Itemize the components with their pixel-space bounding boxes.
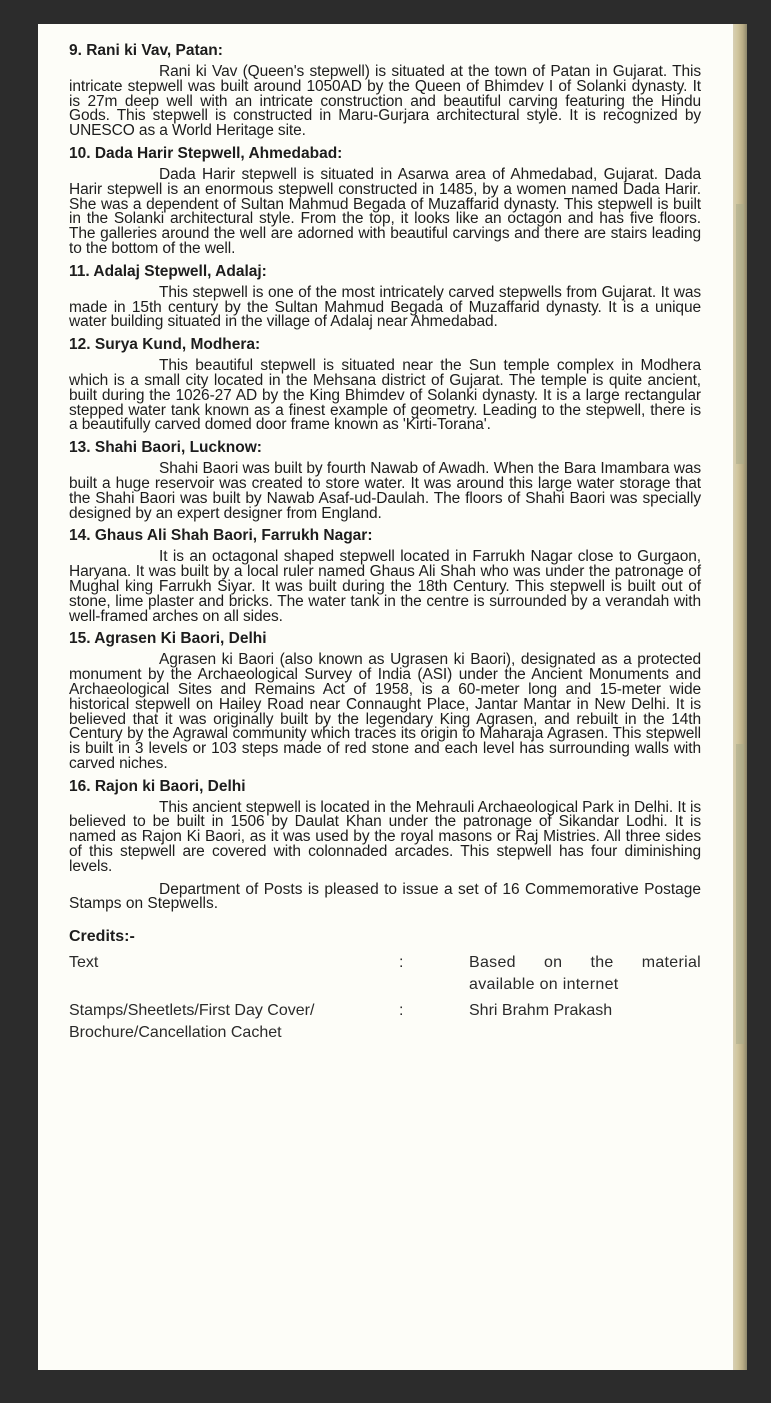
section-dada-harir [69,145,701,257]
credit-value: Shri Brahm Prakash [469,1002,613,1020]
section-title: 14. Ghaus Ali Shah Baori, Farrukh Nagar: [69,527,373,545]
section-body: This ancient stepwell is located in the Mehrauli Archaeological Park in Delhi. It is believed to be built in 1506 by Daulat Khan under the patronage of Sikandar Lodhi. It is named as Rajon Ki Baori, as it was used by the royal masons or Raj Mistries. All three sides of this stepwell are covered with colonnaded arcades. This stepwell has four diminishing levels. [69,798,701,875]
credits-heading: Credits:- [69,928,135,946]
section-title: 10. Dada Harir Stepwell, Ahmedabad: [69,144,343,162]
section-agrasen [69,630,701,771]
section-body: Agrasen ki Baori (also known as Ugrasen ki Baori), designated as a protected monument by the Archaeological Survey of India (ASI) under the Ancient Monuments and Archaeological Sites and Remains Act of 1958, is a 60-meter long and 15-meter wide historical stepwell on Hailey Road near Connaught Place, Jantar Mantar in New Delhi. It is believed that it was originally built by the legendary King Agrasen, and rebuilt in the 14th Century by the Agrawal community which traces its origin to Maharaja Agrasen. This stepwell is built in 3 levels or 103 steps made of red stone and each level has surrounding walls with carved niches. [69,651,701,772]
section-ghaus-ali-shah [69,527,701,624]
section-rajon [69,778,701,875]
brochure-page [38,24,733,1370]
section-title: 11. Adalaj Stepwell, Adalaj: [69,262,267,280]
section-title: 16. Rajon ki Baori, Delhi [69,777,246,795]
section-adalaj [69,263,701,330]
section-rani-ki-vav [69,42,701,139]
section-body: It is an octagonal shaped stepwell located in Farrukh Nagar close to Gurgaon, Haryana. It was built by a local ruler named Ghaus Ali Shah who was under the patronage of Mughal king Farrukh Siyar. It was built during the 18th Century. This stepwell is built out of stone, lime plaster and bricks. The water tank in the centre is surrounded by a verandah with well-framed arches on all sides. [69,548,701,625]
section-title: 15. Agrasen Ki Baori, Delhi [69,630,267,648]
page-edge [733,24,747,1370]
section-body: This stepwell is one of the most intricately carved stepwells from Gujarat. It was made in 15th century by the Sultan Mahmud Begada of Muzaffarid dynasty. It is a unique water building situated in the village of Adalaj near Ahmedabad. [69,283,701,331]
closing-statement: Department of Posts is pleased to issue a set of 16 Commemorative Postage Stamps on Stepwells. [69,880,701,913]
credit-row-design [69,1000,701,1044]
section-body: Dada Harir stepwell is situated in Asarwa area of Ahmedabad, Gujarat. Dada Harir stepwell is an enormous stepwell constructed in 1485, by a women named Dada Harir. She was a dependent of Sultan Mahmud Begada of Muzaffarid dynasty. This stepwell is built in the Solanki architectural style. From the top, it looks like an octagon and has five floors. The galleries around the well are adorned with beautiful carvings and there are stairs leading to the bottom of the well. [69,165,701,257]
section-body: Shahi Baori was built by fourth Nawab of Awadh. When the Bara Imambara was built a huge reservoir was created to store water. It was around this large water storage that the Shahi Baori was built by Nawab Asaf-ud-Daulah. The floors of Shahi Baori was specially designed by an expert designer from England. [69,460,701,522]
section-title: 9. Rani ki Vav, Patan: [69,42,223,59]
credit-row-text [69,952,701,996]
credit-value: Based on the material available on internet [469,954,701,994]
section-surya-kund [69,336,701,433]
section-body: This beautiful stepwell is situated near the Sun temple complex in Modhera which is a small city located in the Mehsana district of Gujarat. The temple is quite ancient, built during the 1026-27 AD by the King Bhimdev of Solanki dynasty. It is a large rectangular stepped water tank known as a finest example of geometry. Leading to the stepwell, there is a beautifully carved domed door frame known as 'Kirti-Torana'. [69,357,701,434]
credit-label: Stamps/Sheetlets/First Day Cover/ Brochure/Cancellation Cachet [69,1002,315,1042]
credit-separator: : [399,954,404,972]
section-body: Rani ki Vav (Queen's stepwell) is situated at the town of Patan in Gujarat. This intricate stepwell was built around 1050AD by the Queen of Bhimdev I of Solanki dynasty. It is 27m deep well with an intricate construction and beautiful carving featuring the Hindu Gods. This stepwell is constructed in Maru-Gurjara architectural style. It is recognized by UNESCO as a World Heritage site. [69,63,701,140]
section-shahi-baori [69,439,701,521]
credit-separator: : [399,1002,404,1020]
credit-label: Text [69,954,99,972]
section-title: 13. Shahi Baori, Lucknow: [69,439,262,457]
section-title: 12. Surya Kund, Modhera: [69,336,261,354]
